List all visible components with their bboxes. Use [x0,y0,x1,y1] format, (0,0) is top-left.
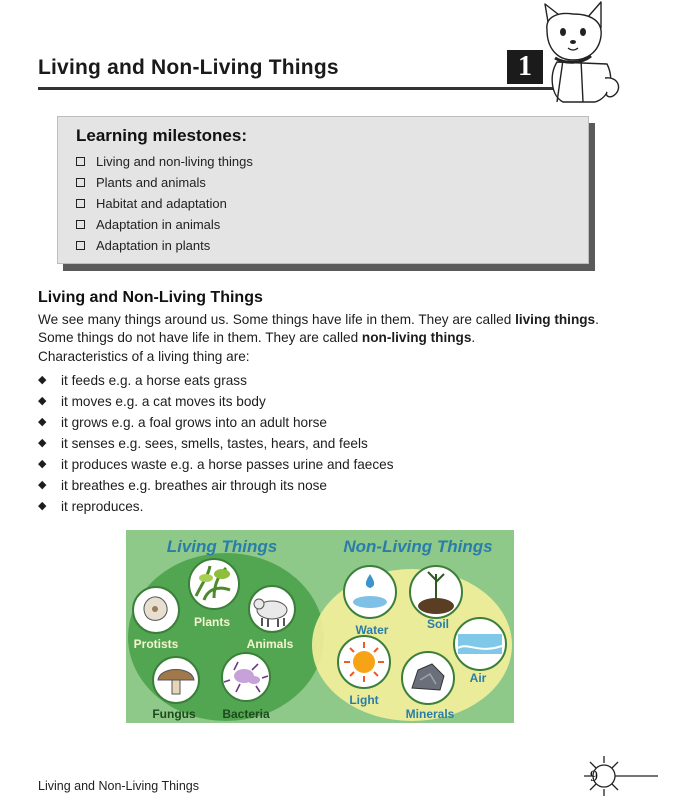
characteristics-intro: Characteristics of a living thing are: [38,349,250,364]
air-icon [454,618,506,670]
milestone-item: Living and non-living things [76,151,253,172]
checkbox-icon [76,241,85,250]
milestone-item: Plants and animals [76,172,253,193]
milestone-item: Habitat and adaptation [76,193,253,214]
checkbox-icon [76,178,85,187]
bacteria-icon [222,653,270,701]
animals-icon [249,586,295,632]
footer-text: Living and Non-Living Things [38,779,199,793]
label-soil: Soil [426,617,450,631]
cat-mascot-icon [535,0,625,105]
plants-icon [189,559,239,609]
living-nonliving-diagram [126,530,514,723]
label-protists: Protists [133,637,179,651]
list-item: ◆ it breathes e.g. breathes air through its nose [38,475,394,496]
diamond-bullet-icon: ◆ [38,374,47,386]
soil-icon [410,566,462,618]
label-bacteria: Bacteria [222,707,270,721]
diamond-bullet-icon: ◆ [38,479,47,491]
label-animals: Animals [246,637,294,651]
list-item: ◆ it feeds e.g. a horse eats grass [38,370,394,391]
label-water: Water [355,623,389,637]
label-minerals: Minerals [405,707,455,721]
intro-paragraph: We see many things around us. Some things have life in them. They are called living things. Some things do not have life in them. They are called non-living things. [38,312,599,345]
label-fungus: Fungus [152,707,196,721]
diamond-bullet-icon: ◆ [38,437,47,449]
list-item: ◆ it reproduces. [38,496,394,517]
checkbox-icon [76,199,85,208]
fungus-icon [153,657,199,703]
minerals-icon [402,652,454,704]
chapter-title: Living and Non-Living Things [38,56,339,79]
checkbox-icon [76,157,85,166]
page-number: 9 [590,768,598,785]
learning-milestones-box [57,116,589,264]
diamond-bullet-icon: ◆ [38,458,47,470]
nonliving-heading: Non-Living Things [343,537,493,556]
label-plants: Plants [193,615,231,629]
list-item: ◆ it senses e.g. sees, smells, tastes, hears, and feels [38,433,394,454]
section-title: Living and Non-Living Things [38,289,263,306]
protists-icon [133,587,179,633]
list-item: ◆ it moves e.g. a cat moves its body [38,391,394,412]
milestone-item: Adaptation in animals [76,214,253,235]
milestones-list [76,151,253,256]
diamond-bullet-icon: ◆ [38,395,47,407]
characteristics-list [38,370,394,517]
title-rule [38,87,558,90]
list-item: ◆ it grows e.g. a foal grows into an adult horse [38,412,394,433]
light-icon [338,636,390,688]
living-heading: Living Things [166,537,278,556]
milestone-item: Adaptation in plants [76,235,253,256]
checkbox-icon [76,220,85,229]
water-icon [344,566,396,618]
diamond-bullet-icon: ◆ [38,416,47,428]
label-light: Light [349,693,379,707]
milestones-title: Learning milestones: [76,126,247,145]
list-item: ◆ it produces waste e.g. a horse passes urine and faeces [38,454,394,475]
sun-ornament-icon [580,752,660,798]
label-air: Air [469,671,487,685]
chapter-number-badge: 1 [507,50,543,84]
diamond-bullet-icon: ◆ [38,500,47,512]
